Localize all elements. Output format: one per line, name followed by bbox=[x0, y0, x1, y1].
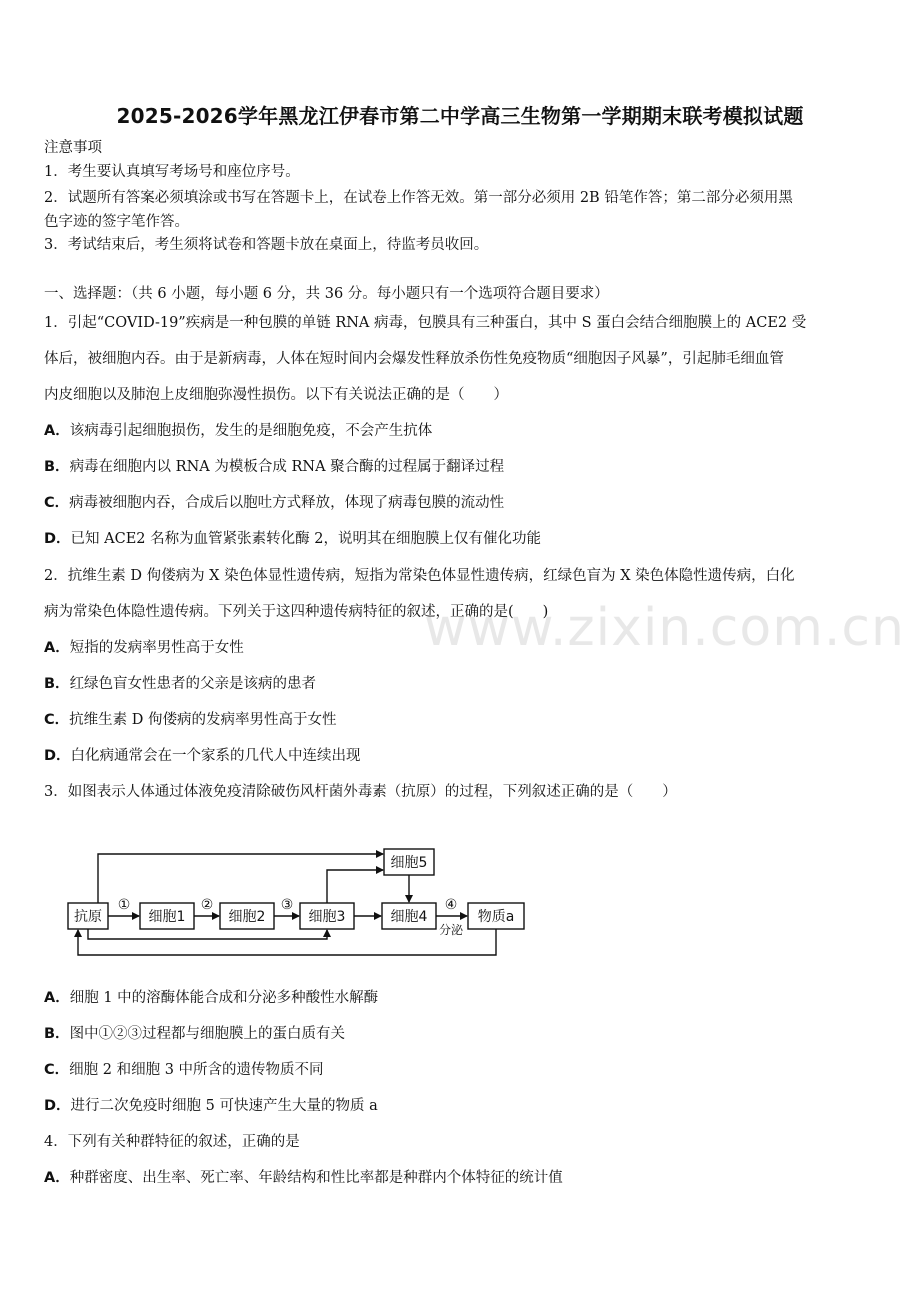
cell4-label: 细胞4 bbox=[390, 909, 428, 925]
option-key: B． bbox=[44, 676, 70, 692]
option-key: C． bbox=[44, 495, 70, 511]
question-2-option-d bbox=[44, 746, 884, 766]
option-key: C． bbox=[44, 712, 70, 728]
option-text: 病毒在细胞内以 RNA 为模板合成 RNA 聚合酶的过程属于翻译过程 bbox=[69, 459, 505, 475]
question-3-stem: 3．如图表示人体通过体液免疫清除破伤风杆菌外毒素（抗原）的过程，下列叙述正确的是（ ） bbox=[44, 784, 677, 800]
watermark: www.zixin.com.cn bbox=[424, 598, 905, 658]
question-4-option-a bbox=[44, 1168, 884, 1188]
question-1-stem: 内皮细胞以及肺泡上皮细胞弥漫性损伤。以下有关说法正确的是（ ） bbox=[44, 387, 508, 403]
question-1-stem: 体后，被细胞内吞。由于是新病毒，人体在短时间内会爆发性释放杀伤性免疫物质“细胞因子风暴”，引起肺毛细血管 bbox=[44, 351, 784, 367]
question-1-option-a bbox=[44, 421, 884, 441]
option-text: 细胞 2 和细胞 3 中所含的遗传物质不同 bbox=[69, 1062, 324, 1078]
option-text: 病毒被细胞内吞，合成后以胞吐方式释放，体现了病毒包膜的流动性 bbox=[69, 495, 505, 511]
option-text: 细胞 1 中的溶酶体能合成和分泌多种酸性水解酶 bbox=[69, 990, 379, 1006]
question-1-stem: 1．引起“COVID-19”疾病是一种包膜的单链 RNA 病毒，包膜具有三种蛋白，其中 S 蛋白会结合细胞膜上的 ACE2 受 bbox=[44, 315, 807, 331]
question-3-option-c bbox=[44, 1060, 884, 1080]
question-1-option-b bbox=[44, 457, 884, 477]
question-4-stem: 4．下列有关种群特征的叙述，正确的是 bbox=[44, 1134, 300, 1150]
antigen-label: 抗原 bbox=[74, 909, 102, 925]
notice-item: 3．考试结束后，考生须将试卷和答题卡放在桌面上，待监考员收回。 bbox=[44, 237, 489, 253]
step-3-marker: ③ bbox=[280, 897, 294, 913]
option-text: 已知 ACE2 名称为血管紧张素转化酶 2，说明其在细胞膜上仅有催化功能 bbox=[70, 531, 541, 547]
option-text: 红绿色盲女性患者的父亲是该病的患者 bbox=[69, 676, 317, 692]
option-key: D． bbox=[44, 1098, 71, 1114]
question-2-stem: 病为常染色体隐性遗传病。下列关于这四种遗传病特征的叙述，正确的是( ) bbox=[44, 604, 549, 620]
option-text: 种群密度、出生率、死亡率、年龄结构和性比率都是种群内个体特征的统计值 bbox=[69, 1170, 563, 1186]
immune-process-diagram bbox=[60, 842, 530, 962]
exam-title: 2025-2026学年黑龙江伊春市第二中学高三生物第一学期期末联考模拟试题 bbox=[116, 104, 804, 128]
option-key: B． bbox=[44, 459, 70, 475]
cell3-label: 细胞3 bbox=[308, 909, 346, 925]
section-heading: 一、选择题：（共 6 小题，每小题 6 分，共 36 分。每小题只有一个选项符合题目要求） bbox=[44, 286, 609, 302]
option-text: 该病毒引起细胞损伤，发生的是细胞免疫，不会产生抗体 bbox=[69, 423, 433, 439]
option-key: D． bbox=[44, 531, 71, 547]
option-key: A． bbox=[44, 640, 70, 656]
step-2-marker: ② bbox=[200, 897, 214, 913]
secrete-label: 分泌 bbox=[438, 923, 464, 937]
option-key: B． bbox=[44, 1026, 70, 1042]
question-3-option-d bbox=[44, 1096, 884, 1116]
arrow-substance-to-antigen bbox=[78, 929, 496, 955]
arrow-cell3-to-cell5 bbox=[327, 870, 383, 903]
notice-item: 色字迹的签字笔作答。 bbox=[44, 214, 189, 230]
arrow-antigen-to-cell3 bbox=[88, 929, 327, 939]
cell1-label: 细胞1 bbox=[148, 909, 186, 925]
notice-heading: 注意事项 bbox=[44, 140, 102, 156]
question-1-option-c bbox=[44, 493, 884, 513]
option-text: 白化病通常会在一个家系的几代人中连续出现 bbox=[70, 748, 361, 764]
cell2-label: 细胞2 bbox=[228, 909, 266, 925]
option-text: 短指的发病率男性高于女性 bbox=[69, 640, 244, 656]
option-text: 抗维生素 D 佝偻病的发病率男性高于女性 bbox=[69, 712, 337, 728]
arrow-antigen-to-cell5 bbox=[98, 854, 383, 903]
question-2-option-b bbox=[44, 674, 884, 694]
question-1-option-d bbox=[44, 529, 884, 549]
cell5-label: 细胞5 bbox=[390, 855, 428, 871]
option-key: C． bbox=[44, 1062, 70, 1078]
question-3-option-a bbox=[44, 988, 884, 1008]
option-key: A． bbox=[44, 423, 70, 439]
substance-a-label: 物质a bbox=[477, 909, 515, 925]
option-text: 进行二次免疫时细胞 5 可快速产生大量的物质 a bbox=[70, 1098, 378, 1114]
notice-item: 2．试题所有答案必须填涂或书写在答题卡上，在试卷上作答无效。第一部分必须用 2B 铅笔作答；第二部分必须用黑 bbox=[44, 190, 793, 206]
notice-item: 1．考生要认真填写考场号和座位序号。 bbox=[44, 164, 300, 180]
option-key: A． bbox=[44, 990, 70, 1006]
step-1-marker: ① bbox=[117, 897, 131, 913]
question-3-option-b bbox=[44, 1024, 884, 1044]
question-2-option-c bbox=[44, 710, 884, 730]
option-key: D． bbox=[44, 748, 71, 764]
option-key: A． bbox=[44, 1170, 70, 1186]
step-4-marker: ④ bbox=[444, 897, 458, 913]
question-2-stem: 2．抗维生素 D 佝偻病为 X 染色体显性遗传病，短指为常染色体显性遗传病，红绿色盲为 X 染色体隐性遗传病，白化 bbox=[44, 568, 795, 584]
option-text: 图中①②③过程都与细胞膜上的蛋白质有关 bbox=[69, 1026, 346, 1042]
